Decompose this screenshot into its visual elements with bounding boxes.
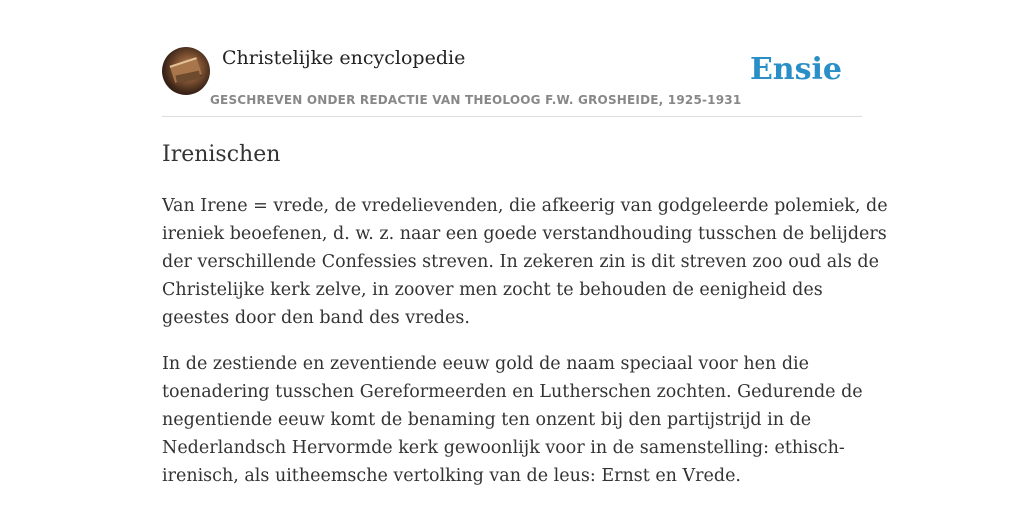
site-title[interactable]: Christelijke encyclopedie (222, 47, 466, 69)
text-line: In de zestiende en zeventiende eeuw gold de naam speciaal voor hen die (162, 354, 809, 374)
encyclopedia-avatar[interactable] (162, 47, 210, 95)
article-body (162, 192, 888, 508)
text-line: negentiende eeuw komt de benaming ten onzent bij den partijstrijd in de (162, 410, 812, 430)
text-line: Van Irene = vrede, de vredelievenden, die afkeerig van godgeleerde polemiek, de (162, 196, 888, 216)
article-title: Irenischen (162, 142, 281, 167)
ensie-logo[interactable]: Ensie (749, 52, 842, 87)
text-line: ireniek beoefenen, d. w. z. naar een goede verstandhouding tusschen de belijders (162, 224, 887, 244)
text-line: Christelijke kerk zelve, in zoover men zocht te behouden de eenigheid des (162, 280, 823, 300)
site-subtitle: GESCHREVEN ONDER REDACTIE VAN THEOLOOG F.W. GROSHEIDE, 1925-1931 (210, 93, 742, 107)
site-header (162, 46, 862, 117)
paragraph (162, 350, 862, 490)
text-line: irenisch, als uitheemsche vertolking van de leus: Ernst en Vrede. (162, 466, 741, 486)
text-line: Nederlandsch Hervormde kerk gewoonlijk voor in de samenstelling: ethisch- (162, 438, 845, 458)
text-line: der verschillende Confessies streven. In zekeren zin is dit streven zoo oud als de (162, 252, 879, 272)
text-line: toenadering tusschen Gereformeerden en Lutherschen zochten. Gedurende de (162, 382, 863, 402)
text-line: geestes door den band des vredes. (162, 308, 470, 328)
paragraph (162, 192, 888, 332)
